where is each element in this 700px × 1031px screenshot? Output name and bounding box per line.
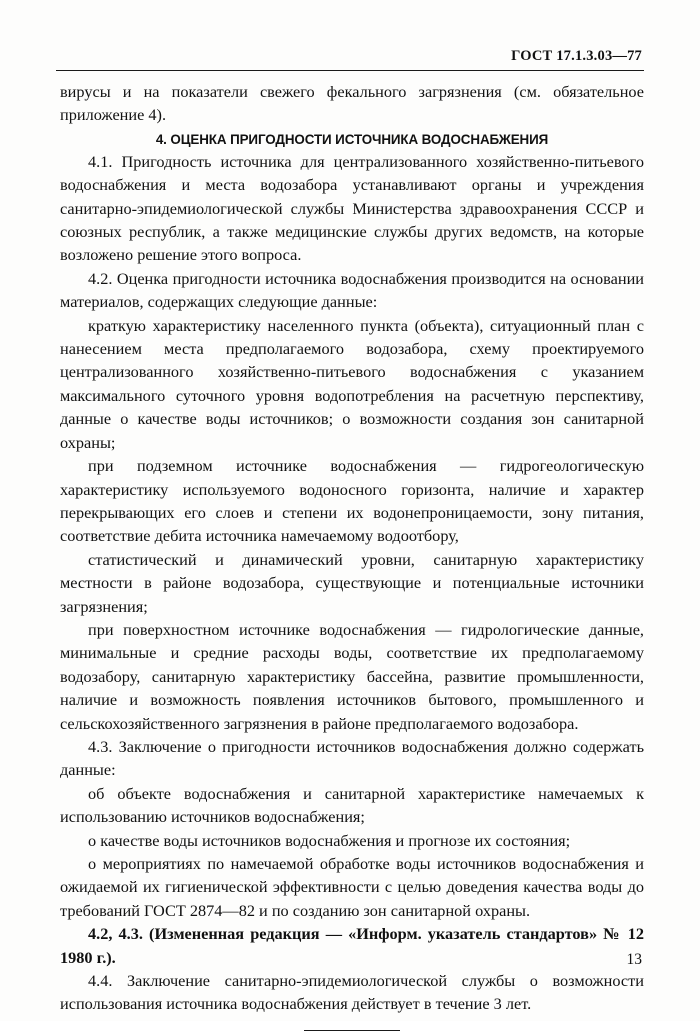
paragraph-intro-continued: вирусы и на показатели свежего фекального загрязнения (см. обязательное приложение 4). <box>60 82 644 125</box>
paragraph-clause-4-2: 4.2. Оценка пригодности источника водоснабжения производится на основании материалов, содержащих следующие данные: <box>60 268 644 312</box>
paragraph-clause-4-3-a: об объекте водоснабжения и санитарной характеристике намечаемых к использованию источников водоснабжения; <box>60 783 644 827</box>
paragraph-clause-4-2-d: при поверхностном источнике водоснабжения — гидрологические данные, минимальные и средние расходы воды, соответствие их предполагаемому водозабору, санитарную характеристику бассейна, развитие промышленности, наличие и возможность появления источников бытового, промышленного и сельскохозяйственного загрязнения в районе предполагаемого водозабора. <box>60 619 644 733</box>
header-rule <box>56 70 644 71</box>
paragraph-clause-4-3-b: о качестве воды источников водоснабжения и прогнозе их состояния; <box>88 830 571 850</box>
page-number: 13 <box>626 951 642 968</box>
standard-header: ГОСТ 17.1.3.03—77 <box>511 48 642 64</box>
paragraph-clause-4-4: 4.4. Заключение санитарно-эпидемиологической службы о возможности использования источника водоснабжения действует в течение 3 лет. <box>60 971 644 1014</box>
paragraph-clause-4-1: 4.1. Пригодность источника для централизованного хозяйственно-питьевого водоснабжения и места водозабора устанавливают органы и учреждения санитарно-эпидемиологической службы Министерства здравоохранения СССР и союзных республик, а также медицинские службы других ведомств, на которые возложено решение этого вопроса. <box>60 151 644 265</box>
page-content <box>60 80 644 1031</box>
paragraph-clause-4-3-c: о мероприятиях по намечаемой обработке воды источников водоснабжения и ожидаемой их гигиенической эффективности с целью доведения качества воды до требований ГОСТ 2874—82 и по созданию зон санитарной охраны. <box>60 854 644 920</box>
paragraph-clause-4-2-b: при подземном источнике водоснабжения — гидрогеологическую характеристику используемого водоносного горизонта, наличие и характер перекрывающих его слоев и степени их водонепроницаемости, зону питания, соответствие дебита источника намечаемому водоотбору, <box>60 456 644 546</box>
paragraph-revision-note: 4.2, 4.3. (Измененная редакция — «Информ. указатель стандартов» № 12 1980 г.). <box>60 924 644 967</box>
paragraph-clause-4-2-c: статистический и динамический уровни, санитарную характеристику местности в районе водозабора, существующие и потенциальные источники загрязнения; <box>60 549 644 616</box>
paragraph-clause-4-2-a: краткую характеристику населенного пункта (объекта), ситуационный план с нанесением места предполагаемого водозабора, схему проектируемого централизованного хозяйственно-питьевого водоснабжения с указанием максимального суточного уровня водопотребления на расчетную перспективу, данные о качестве воды источников; о возможности создания зон санитарной охраны; <box>60 315 644 452</box>
paragraph-clause-4-3: 4.3. Заключение о пригодности источников водоснабжения должно содержать данные: <box>60 736 644 780</box>
section-heading: 4. ОЦЕНКА ПРИГОДНОСТИ ИСТОЧНИКА ВОДОСНАБЖЕНИЯ <box>155 131 549 147</box>
